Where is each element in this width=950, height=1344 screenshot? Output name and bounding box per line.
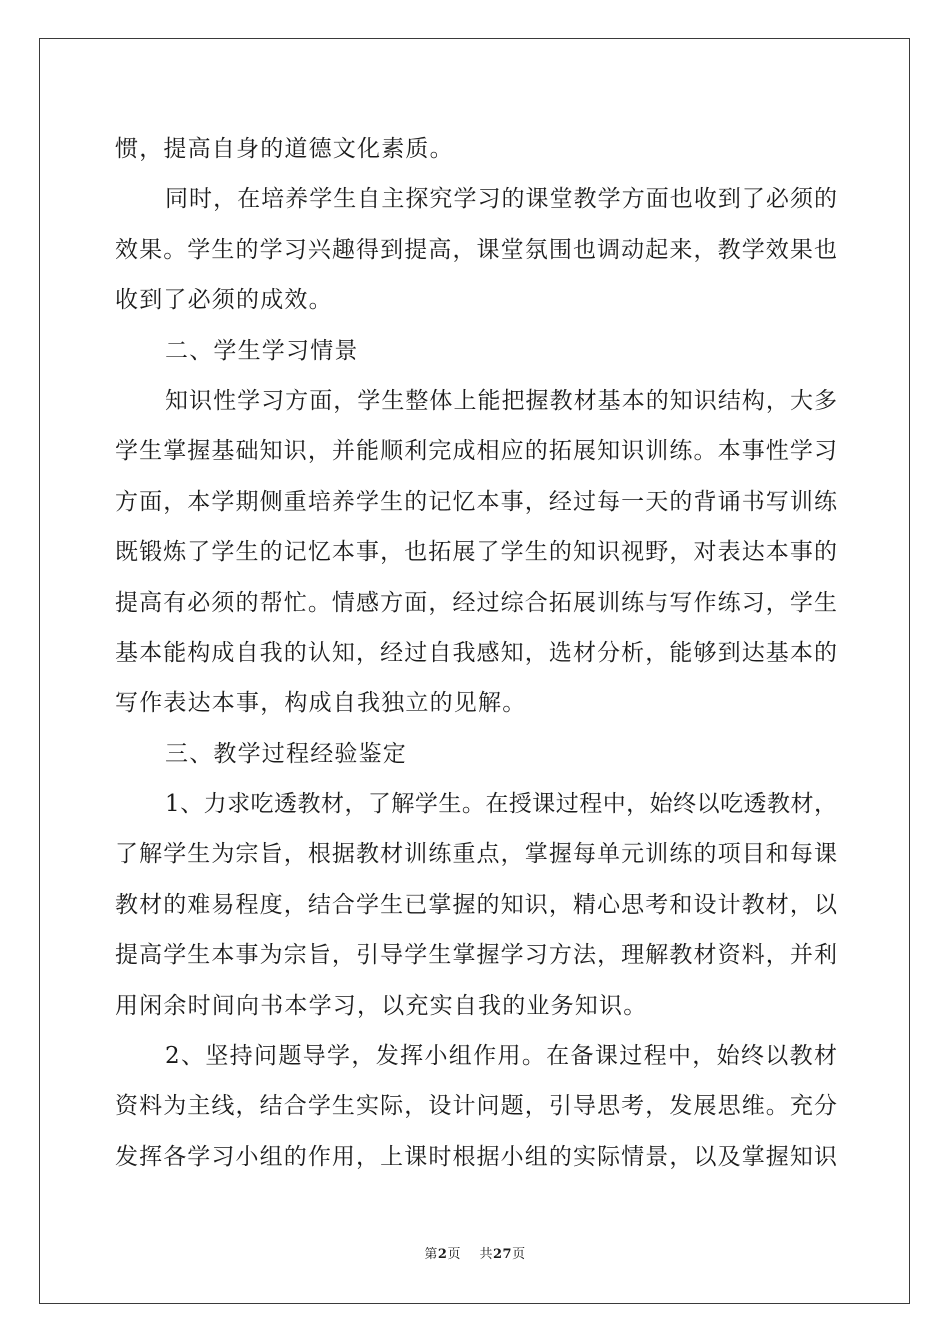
section-heading: 三、教学过程经验鉴定: [165, 740, 407, 767]
text-line: 提高学生本事为宗旨，引导学生掌握学习方法，理解教材资料，并利: [115, 942, 837, 969]
text-line: 写作表达本事，构成自我独立的见解。: [115, 690, 527, 717]
text-line: 基本能构成自我的认知，经过自我感知，选材分析，能够到达基本的: [115, 639, 837, 666]
page-footer: [0, 1245, 950, 1265]
paragraph-start-line: 1、力求吃透教材，了解学生。在授课过程中，始终以吃透教材，: [165, 791, 837, 818]
text-line: 学生掌握基础知识，并能顺利完成相应的拓展知识训练。本事性学习: [115, 438, 837, 465]
text-line: 资料为主线，结合学生实际，设计问题，引导思考，发展思维。充分: [115, 1093, 837, 1120]
paragraph-start-line: 同时，在培养学生自主探究学习的课堂教学方面也收到了必须的: [165, 186, 837, 213]
page-number: 第2页: [424, 1247, 461, 1262]
text-line: 既锻炼了学生的记忆本事，也拓展了学生的知识视野，对表达本事的: [115, 539, 837, 566]
text-line: 用闲余时间向书本学习，以充实自我的业务知识。: [115, 992, 648, 1019]
text-line: 方面，本学期侧重培养学生的记忆本事，经过每一天的背诵书写训练: [115, 488, 837, 515]
text-line: 发挥各学习小组的作用，上课时根据小组的实际情景，以及掌握知识: [115, 1143, 837, 1170]
text-line: 收到了必须的成效。: [115, 287, 333, 314]
section-heading: 二、学生学习情景: [165, 337, 359, 364]
text-line: 效果。学生的学习兴趣得到提高，课堂氛围也调动起来，教学效果也: [115, 236, 837, 263]
text-line: 了解学生为宗旨，根据教材训练重点，掌握每单元训练的项目和每课: [115, 841, 837, 868]
document-body: [115, 127, 837, 1185]
paragraph-start-line: 知识性学习方面，学生整体上能把握教材基本的知识结构，大多: [165, 387, 837, 414]
paragraph-start-line: 2、坚持问题导学，发挥小组作用。在备课过程中，始终以教材: [165, 1043, 837, 1070]
text-line: 提高有必须的帮忙。情感方面，经过综合拓展训练与写作练习，学生: [115, 589, 837, 616]
text-line: 教材的难易程度，结合学生已掌握的知识，精心思考和设计教材，以: [115, 891, 837, 918]
page-total: 共27页: [479, 1247, 526, 1262]
text-line: 惯，提高自身的道德文化素质。: [115, 136, 454, 162]
